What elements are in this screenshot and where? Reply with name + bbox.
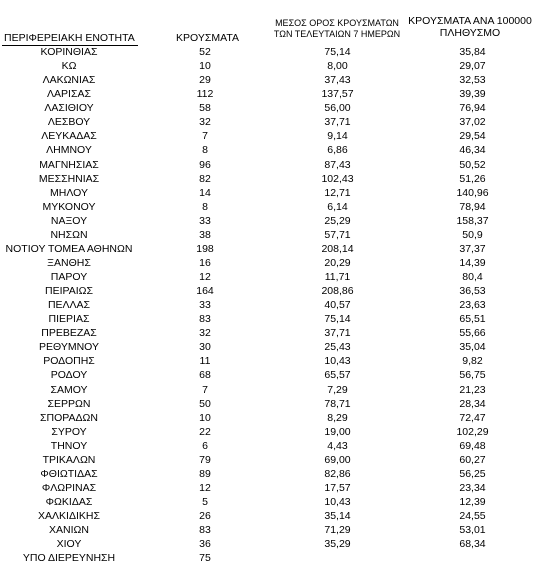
cell-per-100k: 35,04	[459, 341, 486, 354]
cell-cases: 10	[199, 411, 211, 424]
cell-cases: 10	[199, 60, 211, 73]
cell-cases: 5	[202, 496, 208, 508]
header-7day-average-line1: ΜΕΣΟΣ ΟΡΟΣ ΚΡΟΥΣΜΑΤΩΝ	[275, 18, 399, 28]
cell-region: ΚΟΡΙΝΘΙΑΣ	[40, 46, 98, 58]
cell-cases: 58	[199, 102, 211, 115]
cell-cases: 79	[199, 453, 211, 466]
table-row	[0, 59, 546, 73]
cell-7day-average: 17,57	[324, 481, 351, 494]
cell-7day-average: 75,14	[324, 46, 351, 58]
cell-7day-average: 57,71	[324, 228, 351, 241]
cell-7day-average: 137,57	[321, 88, 354, 101]
cell-cases: 68	[199, 369, 211, 382]
cell-per-100k: 68,34	[459, 538, 486, 551]
cell-region: ΦΩΚΙΔΑΣ	[45, 496, 93, 508]
table-row	[0, 172, 546, 186]
cell-per-100k: 23,63	[459, 299, 486, 312]
table-row	[0, 439, 546, 453]
cell-region: ΡΕΘΥΜΝΟΥ	[38, 341, 99, 354]
table-row	[0, 397, 546, 411]
cell-region: ΝΗΣΩΝ	[50, 228, 88, 241]
table-row	[0, 101, 546, 115]
table-row	[0, 73, 546, 87]
cell-7day-average: 25,29	[324, 214, 351, 227]
table-row	[0, 45, 546, 59]
cell-region: ΧΑΛΚΙΔΙΚΗΣ	[38, 510, 100, 523]
table-row	[0, 228, 546, 242]
cell-cases: 89	[199, 467, 211, 480]
table-row	[0, 467, 546, 481]
cell-per-100k: 29,54	[459, 130, 486, 143]
cell-per-100k: 32,53	[459, 74, 486, 87]
header-7day-average-line2: ΤΩΝ ΤΕΛΕΥΤΑΙΩΝ 7 ΗΜΕΡΩΝ	[273, 29, 401, 39]
cell-per-100k: 46,34	[459, 144, 486, 157]
cell-7day-average: 8,29	[327, 411, 348, 424]
cell-per-100k: 102,29	[456, 425, 489, 438]
table-row	[0, 354, 546, 368]
cell-region: ΡΟΔΟΠΗΣ	[43, 355, 95, 368]
cell-cases: 14	[199, 186, 211, 199]
table-row	[0, 453, 546, 467]
cell-cases: 7	[202, 130, 208, 143]
cell-per-100k: 50,9	[462, 228, 483, 241]
cell-7day-average: 35,14	[324, 510, 351, 523]
table-row	[0, 284, 546, 298]
cell-per-100k: 35,84	[459, 46, 486, 58]
cell-region: ΝΑΞΟΥ	[50, 214, 88, 227]
cell-per-100k: 65,51	[459, 313, 486, 326]
cell-7day-average: 40,57	[324, 299, 351, 312]
cell-per-100k: 23,34	[459, 481, 486, 494]
cell-region: ΛΕΥΚΑΔΑΣ	[41, 130, 97, 143]
cell-per-100k: 56,25	[459, 467, 486, 480]
table-row	[0, 523, 546, 537]
cell-region: ΧΑΝΙΩΝ	[49, 524, 89, 537]
cell-region: ΜΕΣΣΗΝΙΑΣ	[38, 172, 100, 185]
cell-cases: 33	[199, 214, 211, 227]
header-cases	[160, 33, 255, 44]
cell-region: ΣΑΜΟΥ	[50, 383, 88, 396]
table-row	[0, 411, 546, 425]
cell-per-100k: 53,01	[459, 524, 486, 537]
table-row	[0, 115, 546, 129]
cell-7day-average: 102,43	[321, 172, 354, 185]
table-row	[0, 87, 546, 101]
cell-7day-average: 4,43	[327, 439, 348, 452]
cell-per-100k: 37,02	[459, 116, 486, 129]
cell-region: ΡΟΔΟΥ	[50, 369, 88, 382]
cell-region: ΜΥΚΟΝΟΥ	[42, 200, 96, 213]
cell-region: ΜΑΓΝΗΣΙΑΣ	[39, 158, 99, 171]
cell-7day-average: 11,71	[324, 271, 351, 283]
cell-7day-average: 37,71	[324, 116, 351, 129]
cell-cases: 36	[199, 538, 211, 551]
cell-region: ΠΡΕΒΕΖΑΣ	[41, 327, 97, 340]
cell-7day-average: 12,71	[324, 186, 351, 199]
cell-cases: 12	[199, 271, 211, 283]
cell-7day-average: 6,86	[327, 144, 348, 157]
cell-region: ΤΗΝΟΥ	[50, 439, 88, 452]
cell-per-100k: 56,75	[459, 369, 486, 382]
table-row	[0, 129, 546, 143]
cell-region: ΛΕΣΒΟΥ	[47, 116, 91, 129]
table-row	[0, 326, 546, 340]
cell-7day-average: 10,43	[324, 355, 351, 368]
cell-region: ΛΑΣΙΘΙΟΥ	[44, 102, 94, 115]
cell-7day-average: 9,14	[327, 130, 348, 143]
cell-per-100k: 39,39	[459, 88, 486, 101]
cell-cases: 16	[199, 256, 211, 269]
cell-per-100k: 60,27	[459, 453, 486, 466]
cell-per-100k: 51,26	[459, 172, 486, 185]
cell-7day-average: 37,71	[324, 327, 351, 340]
cell-region: ΚΩ	[61, 60, 77, 73]
cell-per-100k: 69,48	[459, 439, 486, 452]
cell-cases: 82	[199, 172, 211, 185]
cell-7day-average: 19,00	[324, 425, 351, 438]
table-row	[0, 509, 546, 523]
cell-cases: 7	[202, 383, 208, 396]
cell-7day-average: 208,86	[321, 285, 354, 298]
cell-per-100k: 78,94	[459, 200, 486, 213]
cell-per-100k: 12,39	[459, 496, 486, 508]
cell-per-100k: 28,34	[459, 397, 486, 410]
table-row	[0, 200, 546, 214]
cell-cases: 52	[199, 46, 211, 58]
cell-cases: 32	[199, 327, 211, 340]
cell-cases: 32	[199, 116, 211, 129]
cell-7day-average: 6,14	[327, 200, 348, 213]
table-row	[0, 537, 546, 551]
cell-per-100k: 14,39	[459, 256, 486, 269]
cell-cases: 33	[199, 299, 211, 312]
cell-region: ΜΗΛΟΥ	[50, 186, 88, 199]
cell-per-100k: 55,66	[459, 327, 486, 340]
cell-7day-average: 10,43	[324, 496, 351, 508]
cell-per-100k: 36,53	[459, 285, 486, 298]
cell-7day-average: 78,71	[324, 397, 351, 410]
cell-7day-average: 8,00	[327, 60, 348, 73]
cell-7day-average: 87,43	[324, 158, 351, 171]
table-row	[0, 340, 546, 354]
cell-per-100k: 21,23	[459, 383, 486, 396]
cell-per-100k: 72,47	[459, 411, 486, 424]
cell-region: ΦΛΩΡΙΝΑΣ	[41, 481, 97, 494]
cell-per-100k: 37,37	[459, 242, 486, 255]
cell-cases: 83	[199, 313, 211, 326]
table-row	[0, 383, 546, 397]
table-row	[0, 481, 546, 495]
cell-region: ΛΑΡΙΣΑΣ	[47, 88, 91, 101]
cell-region: ΧΙΟΥ	[56, 538, 82, 551]
cell-cases: 8	[202, 144, 208, 157]
table-row	[0, 256, 546, 270]
cell-cases: 8	[202, 200, 208, 213]
cell-region: ΝΟΤΙΟΥ ΤΟΜΕΑ ΑΘΗΝΩΝ	[5, 242, 133, 255]
cell-7day-average: 56,00	[324, 102, 351, 115]
header-per-100k	[405, 16, 535, 39]
cell-region: ΤΡΙΚΑΛΩΝ	[42, 453, 96, 466]
cell-region: ΞΑΝΘΗΣ	[47, 256, 91, 269]
header-per-100k-line2: ΠΛΗΘΥΣΜΟ	[439, 26, 501, 39]
cell-7day-average: 208,14	[321, 242, 354, 255]
header-7day-average	[262, 18, 412, 40]
cell-region: ΛΑΚΩΝΙΑΣ	[42, 74, 96, 87]
cell-7day-average: 75,14	[324, 313, 351, 326]
cell-region: ΥΠΟ ΔΙΕΡΕΥΝΗΣΗ	[22, 552, 116, 565]
cell-per-100k: 76,94	[459, 102, 486, 115]
cell-7day-average: 20,29	[324, 256, 351, 269]
cell-cases: 50	[199, 397, 211, 410]
table-row	[0, 158, 546, 172]
cell-7day-average: 7,29	[327, 383, 348, 396]
table-row	[0, 551, 546, 565]
cell-cases: 29	[199, 74, 211, 87]
cell-cases: 6	[202, 439, 208, 452]
cell-cases: 30	[199, 341, 211, 354]
table-row	[0, 298, 546, 312]
cell-cases: 198	[196, 242, 214, 255]
header-region-label: ΠΕΡΙΦΕΡΕΙΑΚΗ ΕΝΟΤΗΤΑ	[4, 32, 135, 44]
cell-region: ΦΘΙΩΤΙΔΑΣ	[40, 467, 98, 480]
cell-cases: 11	[199, 355, 211, 368]
cell-region: ΣΥΡΟΥ	[51, 425, 87, 438]
cell-region: ΠΕΙΡΑΙΩΣ	[45, 285, 93, 298]
header-cases-label: ΚΡΟΥΣΜΑΤΑ	[176, 32, 239, 44]
table-row	[0, 495, 546, 509]
cell-per-100k: 50,52	[459, 158, 486, 171]
cell-per-100k: 140,96	[456, 186, 489, 199]
table-row	[0, 186, 546, 200]
cell-per-100k: 9,82	[462, 355, 483, 368]
cell-7day-average: 25,43	[324, 341, 351, 354]
table-row	[0, 214, 546, 228]
cell-per-100k: 24,55	[459, 510, 486, 523]
cell-cases: 164	[196, 285, 214, 298]
cell-cases: 26	[199, 510, 211, 523]
cell-per-100k: 80,4	[462, 271, 483, 283]
cell-cases: 38	[199, 228, 211, 241]
cell-7day-average: 35,29	[324, 538, 351, 551]
cell-region: ΛΗΜΝΟΥ	[46, 144, 92, 157]
table-row	[0, 270, 546, 284]
cell-7day-average: 37,43	[324, 74, 351, 87]
cell-region: ΣΠΟΡΑΔΩΝ	[40, 411, 98, 424]
table-row	[0, 242, 546, 256]
table-body	[0, 45, 546, 565]
cell-cases: 75	[199, 552, 211, 565]
cell-7day-average: 69,00	[324, 453, 351, 466]
cell-cases: 22	[199, 425, 211, 438]
cell-per-100k: 29,07	[459, 60, 486, 73]
cell-7day-average: 65,57	[324, 369, 351, 382]
cell-cases: 112	[196, 88, 214, 101]
header-region	[0, 33, 142, 44]
cell-cases: 96	[199, 158, 211, 171]
cell-region: ΠΕΛΛΑΣ	[47, 299, 91, 312]
cell-region: ΠΙΕΡΙΑΣ	[48, 313, 90, 326]
table-row	[0, 425, 546, 439]
cell-7day-average: 71,29	[324, 524, 351, 537]
table-row	[0, 368, 546, 382]
cell-cases: 83	[199, 524, 211, 537]
table-row	[0, 143, 546, 157]
cell-7day-average: 82,86	[324, 467, 351, 480]
cell-cases: 12	[199, 481, 211, 494]
cell-region: ΠΑΡΟΥ	[50, 271, 88, 283]
header-per-100k-line1: ΚΡΟΥΣΜΑΤΑ ΑΝΑ 100000	[408, 15, 532, 27]
cell-region: ΣΕΡΡΩΝ	[47, 397, 91, 410]
cell-per-100k: 158,37	[456, 214, 489, 227]
table-row	[0, 312, 546, 326]
